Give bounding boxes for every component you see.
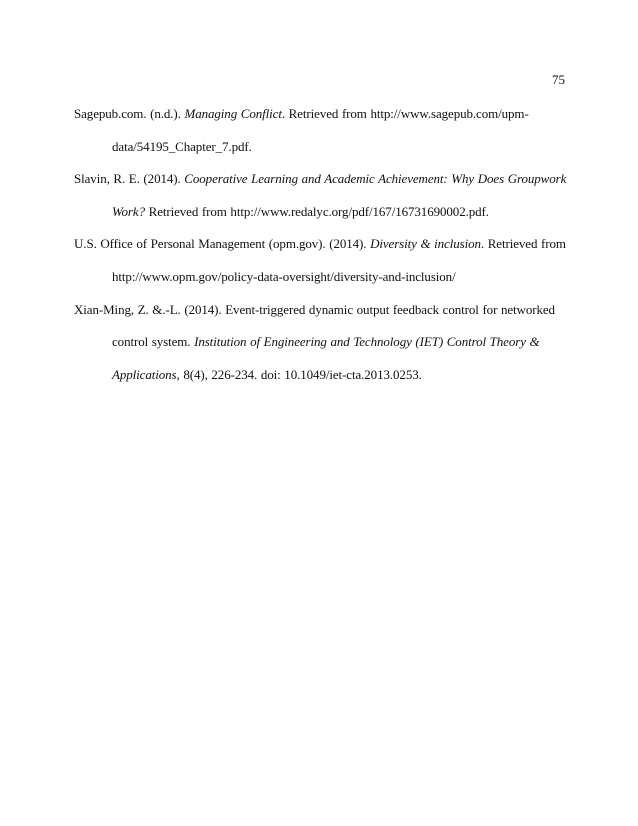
reference-title: Institution of Engineering and Technology (IET) Control Theory & Applications (112, 334, 540, 382)
reference-lead: U.S. Office of Personal Management (opm.gov). (2014). (74, 236, 371, 252)
page-number: 75 (552, 72, 565, 87)
reference-tail: Retrieved from http://www.redalyc.org/pdf/167/16731690002.pdf. (144, 203, 489, 219)
reference-entry (74, 98, 574, 163)
reference-tail: , 8(4), 226-234. doi: 10.1049/iet-cta.2013.0253. (176, 366, 422, 382)
reference-tail: . Retrieved from http://www.sagepub.com/upm-data/54195_Chapter_7.pdf. (112, 106, 529, 154)
reference-lead: Xian-Ming, Z. &.-L. (2014). Event-triggered dynamic output feedback control for networked control system. (74, 301, 555, 350)
reference-lead: Slavin, R. E. (2014). (74, 171, 185, 187)
reference-list (74, 98, 574, 391)
reference-title: Diversity & inclusion (370, 236, 481, 252)
reference-entry (74, 163, 574, 228)
reference-lead: Sagepub.com. (n.d.). (74, 106, 185, 121)
reference-title: Cooperative Learning and Academic Achievement: Why Does Groupwork Work? (112, 171, 567, 219)
reference-title: Managing Conflict (184, 106, 282, 121)
reference-entry (74, 228, 574, 293)
reference-tail: . Retrieved from http://www.opm.gov/policy-data-oversight/diversity-and-inclusion/ (112, 236, 566, 284)
reference-entry (74, 294, 574, 392)
